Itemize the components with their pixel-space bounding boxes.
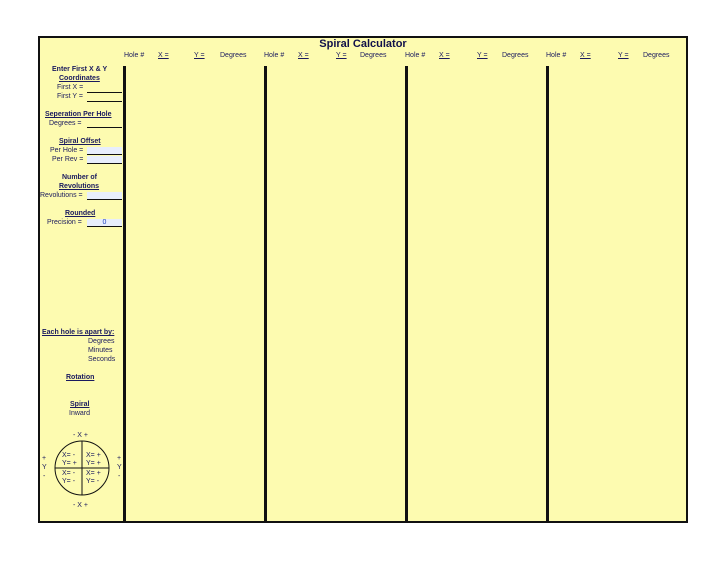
spiral-direction: Inward xyxy=(69,410,91,417)
apart-degrees: Degrees xyxy=(88,338,115,345)
column-divider xyxy=(264,66,267,523)
per-hole-field[interactable] xyxy=(87,147,122,155)
left-plus: + xyxy=(42,455,47,462)
header-y-4: Y = xyxy=(618,52,629,59)
first-x-field[interactable] xyxy=(87,85,122,93)
quadrant-tl-x: X= - xyxy=(62,452,76,459)
header-x-3: X = xyxy=(439,52,450,59)
quadrant-br-y: Y= - xyxy=(86,478,100,485)
degrees-label: Degrees = xyxy=(49,120,82,127)
quadrant-tr-x: X= + xyxy=(86,452,101,459)
degrees-field[interactable] xyxy=(87,120,122,128)
right-y-axis: Y xyxy=(117,464,122,471)
left-y-axis: Y xyxy=(42,464,47,471)
quadrant-tl-y: Y= + xyxy=(62,460,77,467)
header-degrees-1: Degrees xyxy=(220,52,247,59)
header-degrees-3: Degrees xyxy=(502,52,529,59)
spreadsheet-page xyxy=(38,36,688,523)
first-x-label: First X = xyxy=(57,84,84,91)
header-y-1: Y = xyxy=(194,52,205,59)
offset-heading: Spiral Offset xyxy=(59,138,101,145)
column-divider xyxy=(123,66,126,523)
header-x-4: X = xyxy=(580,52,591,59)
left-minus: - xyxy=(43,473,46,480)
right-plus: + xyxy=(117,455,122,462)
header-y-2: Y = xyxy=(336,52,347,59)
per-hole-label: Per Hole = xyxy=(50,147,84,154)
revolutions-field[interactable] xyxy=(87,192,122,200)
header-hole-2: Hole # xyxy=(264,52,285,59)
header-y-3: Y = xyxy=(477,52,488,59)
quadrant-circle-icon xyxy=(50,439,114,497)
column-divider xyxy=(546,66,549,523)
header-degrees-2: Degrees xyxy=(360,52,387,59)
first-coords-heading: Enter First X & Y xyxy=(52,66,108,73)
quadrant-bl-y: Y= - xyxy=(62,478,76,485)
page-title: Spiral Calculator xyxy=(319,38,407,50)
rounded-heading: Rounded xyxy=(65,210,96,217)
header-x-2: X = xyxy=(298,52,309,59)
quadrant-top-axis: - X + xyxy=(73,432,88,439)
first-coords-heading-2: Coordinates xyxy=(59,75,100,82)
revolutions-heading: Number of xyxy=(62,174,97,181)
separation-heading: Seperation Per Hole xyxy=(45,111,112,118)
header-hole-4: Hole # xyxy=(546,52,567,59)
header-x-1: X = xyxy=(158,52,169,59)
precision-field[interactable]: 0 xyxy=(87,219,122,227)
quadrant-br-x: X= + xyxy=(86,470,101,477)
header-hole-1: Hole # xyxy=(124,52,145,59)
apart-heading: Each hole is apart by: xyxy=(42,329,115,336)
quadrant-bottom-axis: - X + xyxy=(73,502,88,509)
apart-seconds: Seconds xyxy=(88,356,116,363)
per-rev-field[interactable] xyxy=(87,156,122,164)
rotation-label: Rotation xyxy=(66,374,95,381)
per-rev-label: Per Rev = xyxy=(52,156,84,163)
right-minus: - xyxy=(118,473,121,480)
column-divider xyxy=(405,66,408,523)
quadrant-bl-x: X= - xyxy=(62,470,76,477)
revolutions-heading-2: Revolutions xyxy=(59,183,100,190)
apart-minutes: Minutes xyxy=(88,347,113,354)
header-hole-3: Hole # xyxy=(405,52,426,59)
header-degrees-4: Degrees xyxy=(643,52,670,59)
precision-label: Precision = xyxy=(47,219,82,226)
first-y-label: First Y = xyxy=(57,93,84,100)
quadrant-tr-y: Y= + xyxy=(86,460,101,467)
revolutions-label: Revolutions = xyxy=(40,192,83,199)
spiral-heading: Spiral xyxy=(70,401,90,408)
first-y-field[interactable] xyxy=(87,94,122,102)
